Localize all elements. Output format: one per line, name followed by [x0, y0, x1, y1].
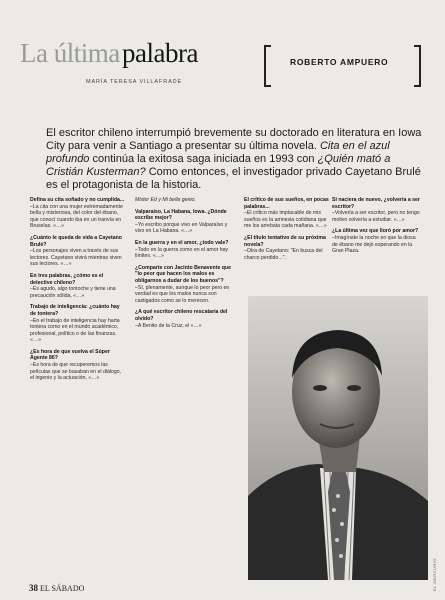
answer: –Es hora de que recuperemos las películas que se basaban en el diálogo, el ingenio y la actuación, «…» — [30, 362, 122, 382]
portrait-illustration — [248, 296, 428, 580]
question: Defina su cita soñado y no cumplida... — [30, 197, 125, 203]
question: En tres palabras, ¿cómo es el detective chileno? — [30, 272, 104, 286]
question: ¿Es hora de que vuelva el Súper Agente 86? — [30, 348, 110, 362]
answer: –En el trabajo de inteligencia hay harta tontera como en el mundo académico, profesional, político o de las finanzas. «…» — [30, 317, 120, 344]
bracket-left — [264, 45, 271, 87]
column-4 — [332, 197, 420, 260]
page-folio — [29, 583, 84, 593]
question: ¿El título tentativo de su próxima novela? — [244, 234, 326, 248]
author-portrait-photo — [248, 296, 428, 580]
intro-book-title-1: Cita en el azul profundo — [46, 140, 390, 165]
intro-text-1: El escritor chileno interrumpió brevemente su doctorado en literatura en Iowa City para venir a Santiago a presentar su última novela. — [46, 127, 422, 152]
answer: –Volvería a ser escritor, pero no tengo motivo volvería a estudiar. «…» — [332, 210, 420, 223]
photo-credit: EL MERCURIO — [432, 558, 437, 592]
page-number: 38 — [29, 583, 38, 593]
intro-text-3: Como entonces, el investigador privado Cayetano Brulé es el protagonista de la historia. — [46, 166, 421, 191]
question: ¿La última vez que lloró por amor? — [332, 228, 419, 235]
title-la-ultima: La última — [20, 38, 120, 68]
answer: –Todo en la guerra como en el amor hay límites. «…» — [135, 246, 229, 260]
answer: –A Benito de la Cruz, el «…» — [135, 322, 202, 329]
answer: –Otra de Cayetano: "En busca del charco perdido...". — [244, 248, 323, 261]
answer: –Los personajes viven a través de sus lectores. Cayetano vivirá mientras viven sus lectores. «…» — [30, 248, 122, 268]
intro-text-2: continúa la exitosa saga iniciada en 1993 con — [92, 153, 315, 165]
question: En la guerra y en el amor, ¿todo vale? — [135, 239, 229, 246]
answer: –Es agudo, algo tontoche y tiene una precaución sólida, «…» — [30, 286, 116, 299]
intro-book-title-2: ¿Quién mató a Cristián Kusterman? — [46, 153, 391, 178]
intro-paragraph — [46, 127, 424, 192]
question: Si naciera de nuevo, ¿volvería a ser escritor? — [332, 197, 420, 210]
question: ¿Cuánto le queda de vida a Cayetano Brulé? — [30, 234, 122, 248]
answer: –El crítico más implacable de mis sueños es la amnesia cotidiana que me los arrebata cada mañana. «…» — [244, 210, 327, 230]
column-3 — [244, 197, 329, 266]
byline: MARÍA TERESA VILLAFRADE — [86, 79, 183, 85]
answer: –Yo escribo porque vivo en Valparaíso y vivo en La Habana. «…» — [135, 221, 228, 235]
question: Trabajo de inteligencia: ¿cuánto hay de tontera? — [30, 304, 120, 317]
answer: –Sí, plenamente, aunque lo peor pero en verdad es que los malos nunca son castigados como se lo merecen. — [135, 284, 230, 304]
title-palabra: palabra — [122, 38, 198, 68]
question: ¿A qué escritor chileno rescataría del olvido? — [135, 309, 228, 322]
bracket-right — [414, 45, 421, 87]
question: El crítico de sus sueños, en pocas palabras... — [244, 197, 329, 210]
magazine-name: EL SÁBADO — [40, 584, 85, 593]
column-2 — [135, 197, 235, 334]
answer: –Imagínate la noche en que la diosa de ébano me dejó esperando en la Gran Plaza. — [332, 234, 416, 255]
question: Valparaíso, La Habana, Iowa. ¿Dónde escribe mejor? — [135, 208, 227, 222]
answer: Mister Ed y Mi bella genio. — [135, 197, 196, 203]
answer: –La cita con una mujer extremadamente bella y misteriosa, del color del ébano, que conocí cuando iba en un tranvía en Bruselas. «…» — [30, 203, 123, 230]
author-name: ROBERTO AMPUERO — [290, 57, 389, 67]
column-1 — [30, 197, 126, 387]
question: ¿Comparte con Jacinto Benavente que "lo peor que hacen los malos es obligarnos a dudar de los buenos"? — [135, 264, 231, 284]
